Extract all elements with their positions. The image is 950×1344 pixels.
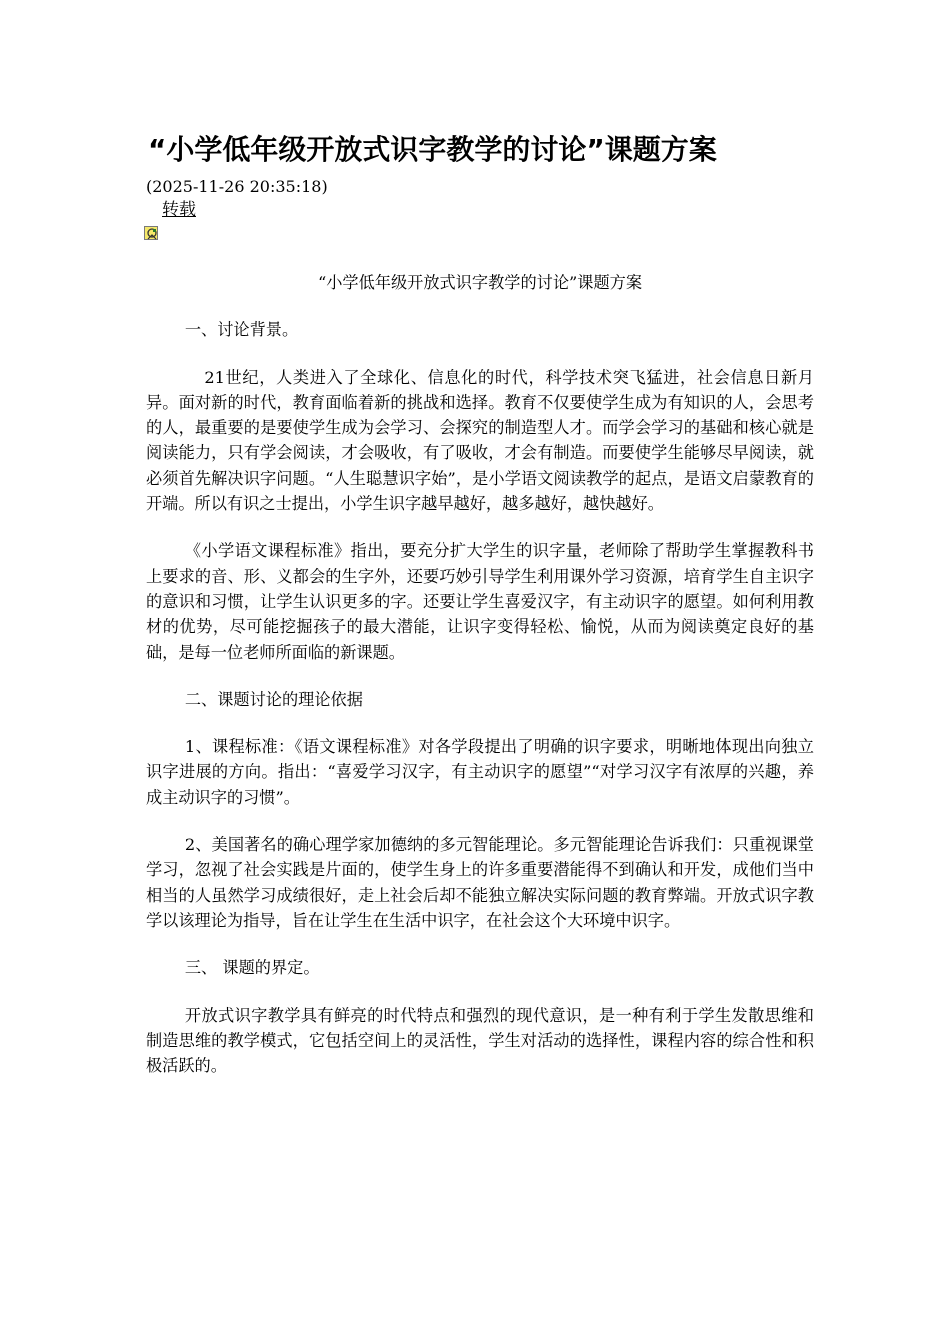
- article-body: [146, 270, 814, 1100]
- article-title: “小学低年级开放式识字教学的讨论”课题方案: [148, 133, 717, 166]
- section-heading-theory: 二、课题讨论的理论依据: [184, 689, 363, 709]
- thumbnail-image-icon[interactable]: [144, 226, 158, 240]
- paragraph-background-1: 21世纪，人类进入了全球化、信息化的时代，科学技术突飞猛进，社会信息日新月异。面对新的时代，教育面临着新的挑战和选择。教育不仅要使学生成为有知识的人，会思考的人，最重要的是要使学生成为会学习、会探究的制造型人才。而学会学习的基础和核心就是阅读能力，只有学会阅读，才会吸收，有了吸收，才会有制造。而要使学生能够尽早阅读，就必须首先解决识字问题。“人生聪慧识字始”，是小学语文阅读教学的起点，是语文启蒙教育的开端。所以有识之士提出，小学生识字越早越好，越多越好，越快越好。: [146, 367, 814, 514]
- paragraph-theory-1: 1、课程标准：《语文课程标准》对各学段提出了明确的识字要求，明晰地体现出向独立识字进展的方向。指出：“喜爱学习汉字，有主动识字的愿望”“对学习汉字有浓厚的兴趣，养成主动识字的习惯”。: [146, 737, 814, 807]
- paragraph-background-2: 《小学语文课程标准》指出，要充分扩大学生的识字量，老师除了帮助学生掌握教科书上要求的音、形、义都会的生字外，还要巧妙引导学生利用课外学习资源，培育学生自主识字的意识和习惯，让学生认识更多的字。还要让学生喜爱汉字，有主动识字的愿望。如何利用教材的优势，尽可能挖掘孩子的最大潜能，让识字变得轻松、愉悦，从而为阅读奠定良好的基础，是每一位老师所面临的新课题。: [146, 541, 814, 662]
- paragraph-theory-2: 2、美国著名的确心理学家加德纳的多元智能理论。多元智能理论告诉我们：只重视课堂学习，忽视了社会实践是片面的，使学生身上的许多重要潜能得不到确认和开发，成他们当中相当的人虽然学习成绩很好，走上社会后却不能独立解决实际问题的教育弊端。开放式识字教学以该理论为指导，旨在让学生在生活中识字，在社会这个大环境中识字。: [146, 835, 814, 930]
- thumbnail-image-glyph: [145, 227, 159, 241]
- section-heading-definition: 三、 课题的界定。: [184, 958, 320, 978]
- repost-link[interactable]: 转载: [162, 200, 196, 220]
- body-heading: “小学低年级开放式识字教学的讨论”课题方案: [317, 273, 643, 292]
- publish-timestamp: (2025-11-26 20:35:18): [146, 177, 328, 196]
- paragraph-definition-1: 开放式识字教学具有鲜亮的时代特点和强烈的现代意识，是一种有利于学生发散思维和制造思维的教学模式，它包括空间上的灵活性，学生对活动的选择性，课程内容的综合性和积极活跃的。: [146, 1005, 814, 1076]
- section-heading-background: 一、讨论背景。: [184, 320, 299, 340]
